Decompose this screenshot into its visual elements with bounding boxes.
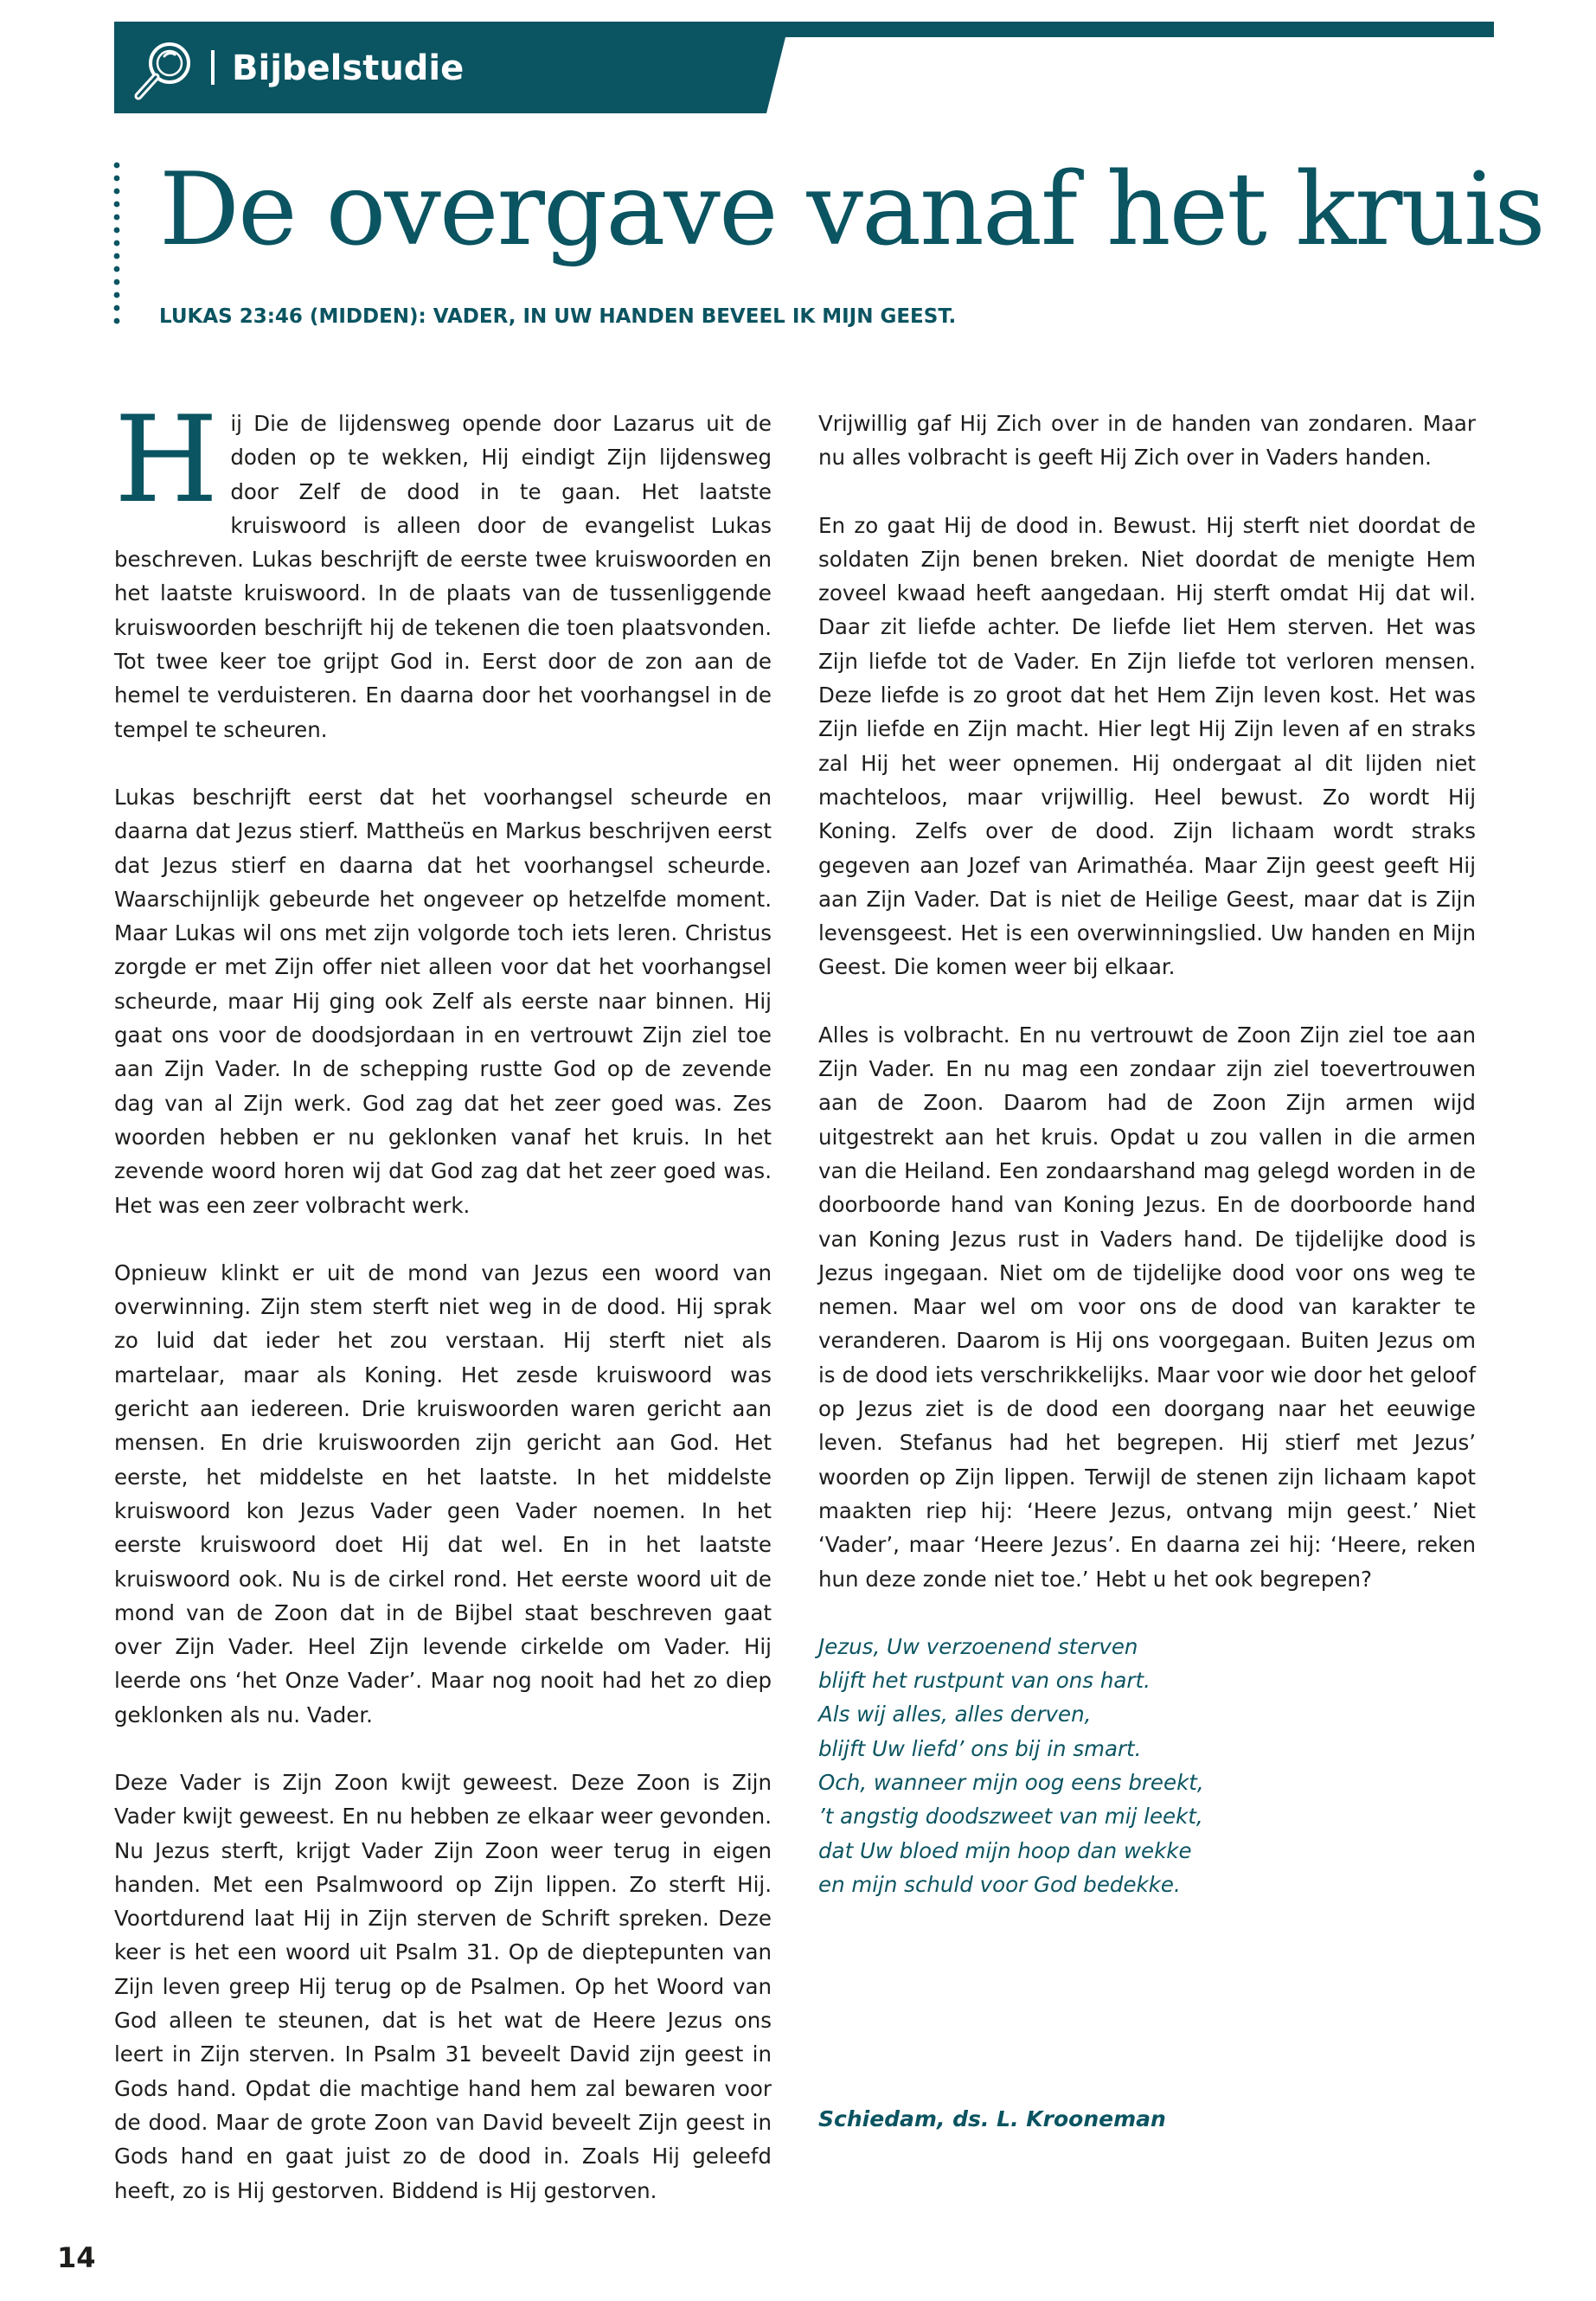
section-separator: [211, 50, 215, 85]
poem-line: ’t angstig doodszweet van mij leekt,: [818, 1804, 1203, 1830]
paragraph-text: ij Die de lijdensweg opende door Lazarus uit de doden op te wekken, Hij eindigt Zijn lijdensweg door Zelf de dood in te gaan. Het laatste kruiswoord is alleen door de evangelist Lukas beschreven. Lukas beschrijft de eerste twee kruiswoorden en het laatste kruiswoord. In de plaats van de tussenliggende kruiswoorden beschrijft hij de tekenen die toen plaatsvonden. Tot twee keer toe grijpt God in. Eerst door de zon aan de hemel te verduisteren. En daarna door het voorhangsel in de tempel te scheuren.: [114, 411, 772, 742]
paragraph: En zo gaat Hij de dood in. Bewust. Hij sterft niet doordat de soldaten Zijn benen breken. Niet doordat de menigte Hem zoveel kwaad heeft aangedaan. Hij sterft omdat Hij dat wil. Daar zit liefde achter. De liefde liet Hem sterven. Het was Zijn liefde tot de Vader. En Zijn liefde tot verloren mensen. Deze liefde is zo groot dat het Hem Zijn leven kost. Het was Zijn liefde en Zijn macht. Hier legt Hij Zijn leven af en straks zal Hij het weer opnemen. Hij ondergaat al dit lijden niet machteloos, maar vrijwillig. Heel bewust. Zo wordt Hij Koning. Zelfs over de dood. Zijn lichaam wordt straks gegeven aan Jozef van Arimathéa. Maar Zijn geest geeft Hij aan Zijn Vader. Dat is niet de Heilige Geest, maar dat is Zijn levensgeest. Het is een overwinningslied. Uw handen en Mijn Geest. Die komen weer bij elkaar.: [818, 512, 1476, 980]
poem-line: en mijn schuld voor God bedekke.: [818, 1871, 1181, 1897]
right-column: [818, 407, 1476, 1901]
paragraph: Opnieuw klinkt er uit de mond van Jezus een woord van overwinning. Zijn stem sterft niet weg in de dood. Hij sprak zo luid dat ieder het zou verstaan. Hij sterft niet als martelaar, maar als Koning. Het zesde kruiswoord was gericht aan iedereen. Drie kruiswoorden waren gericht aan mensen. En drie kruiswoorden zijn gericht aan God. Het eerste, het middelste en het laatste. In het middelste kruiswoord kon Jezus Vader geen Vader noemen. In het eerste kruiswoord doet Hij dat wel. En in het laatste kruiswoord ook. Nu is de cirkel rond. Het eerste woord uit de mond van de Zoon dat in de Bijbel staat beschreven gaat over Zijn Vader. Heel Zijn levende cirkelde om Vader. Hij leerde ons ‘het Onze Vader’. Maar nog nooit had het zo diep geklonken als nu. Vader.: [114, 1259, 772, 1727]
poem-line: Och, wanneer mijn oog eens breekt,: [818, 1769, 1204, 1795]
paragraph: Vrijwillig gaf Hij Zich over in de handen van zondaren. Maar nu alles volbracht is geeft Hij Zich over in Vaders handen.: [818, 411, 1476, 471]
poem-line: blijft het rustpunt van ons hart.: [818, 1668, 1151, 1694]
drop-cap: H: [114, 390, 219, 529]
poem-line: Jezus, Uw verzoenend sterven: [818, 1633, 1138, 1659]
poem-line: dat Uw bloed mijn hoop dan wekke: [818, 1837, 1192, 1863]
section-label-text: Bijbelstudie: [232, 48, 465, 88]
magnifying-glass-icon: [130, 35, 199, 105]
dotted-rule: [112, 161, 121, 330]
section-label: [211, 44, 464, 93]
left-column: [114, 390, 772, 2241]
paragraph: Deze Vader is Zijn Zoon kwijt geweest. Deze Zoon is Zijn Vader kwijt geweest. En nu hebben ze elkaar weer gevonden. Nu Jezus sterft, krijgt Vader Zijn Zoon weer terug in eigen handen. Met een Psalmwoord op Zijn lippen. Zo sterft Hij. Voortdurend laat Hij in Zijn sterven de Schrift spreken. Deze keer is het een woord uit Psalm 31. Op de dieptepunten van Zijn leven greep Hij terug op de Psalmen. Op het Woord van God alleen te steunen, dat is het wat de Heere Jezus ons leert in Zijn sterven. In Psalm 31 beveelt David zijn geest in Gods hand. Opdat die machtige hand hem zal bewaren voor de dood. Maar de grote Zoon van David beveelt Zijn geest in Gods hand en gaat juist zo de dood in. Zoals Hij geleefd heeft, zo is Hij gestorven. Biddend is Hij gestorven.: [114, 1769, 772, 2203]
paragraph: [114, 390, 772, 747]
poem: [818, 1630, 1476, 1901]
poem-line: blijft Uw liefd’ ons bij in smart.: [818, 1735, 1142, 1761]
page-number: 14: [57, 2241, 96, 2274]
article-title: De overgave vanaf het kruis: [159, 151, 1544, 268]
article-subtitle: LUKAS 23:46 (MIDDEN): VADER, IN UW HANDEN BEVEEL IK MIJN GEEST.: [159, 305, 957, 328]
author-signature: Schiedam, ds. L. Krooneman: [818, 2106, 1166, 2131]
poem-line: Als wij alles, alles derven,: [818, 1702, 1092, 1727]
paragraph: Lukas beschrijft eerst dat het voorhangsel scheurde en daarna dat Jezus stierf. Mattheüs en Markus beschrijven eerst dat Jezus stierf en daarna dat het voorhangsel scheurde. Waarschijnlijk gebeurde het ongeveer op hetzelfde moment. Maar Lukas wil ons met zijn volgorde toch iets leren. Christus zorgde er met Zijn offer niet alleen voor dat het voorhangsel scheurde, maar Hij ging ook Zelf als eerste naar binnen. Hij gaat ons voor de doodsjordaan in en vertrouwt Zijn ziel toe aan Zijn Vader. In de schepping rustte God op de zevende dag van al Zijn werk. God zag dat het zeer goed was. Zes woorden hebben er nu geklonken vanaf het kruis. In het zevende woord horen wij dat God zag dat het zeer goed was. Het was een zeer volbracht werk.: [114, 784, 772, 1218]
paragraph: Alles is volbracht. En nu vertrouwt de Zoon Zijn ziel toe aan Zijn Vader. En nu mag een zondaar zijn ziel toevertrouwen aan de Zoon. Daarom had de Zoon Zijn armen wijd uitgestrekt aan het kruis. Opdat u zou vallen in die armen van die Heiland. Een zondaarshand mag gelegd worden in de doorboorde hand van Koning Jezus. En de doorboorde hand van Koning Jezus rust in Vaders hand. De tijdelijke dood is Jezus ingegaan. Niet om de tijdelijke dood voor ons weg te nemen. Maar wel om voor ons de dood van karakter te veranderen. Daarom is Hij ons voorgegaan. Buiten Jezus om is de dood iets verschrikkelijks. Maar voor wie door het geloof op Jezus ziet is de dood een doorgang naar het eeuwige leven. Stefanus had het begrepen. Hij stierf met Jezus’ woorden op Zijn lippen. Terwijl de stenen zijn lichaam kapot maakten riep hij: ‘Heere Jezus, ontvang mijn geest.’ Niet ‘Vader’, maar ‘Heere Jezus’. En daarna zei hij: ‘Heere, reken hun deze zonde niet toe.’ Hebt u het ook begrepen?: [818, 1022, 1476, 1592]
section-header-band: [114, 22, 1494, 113]
